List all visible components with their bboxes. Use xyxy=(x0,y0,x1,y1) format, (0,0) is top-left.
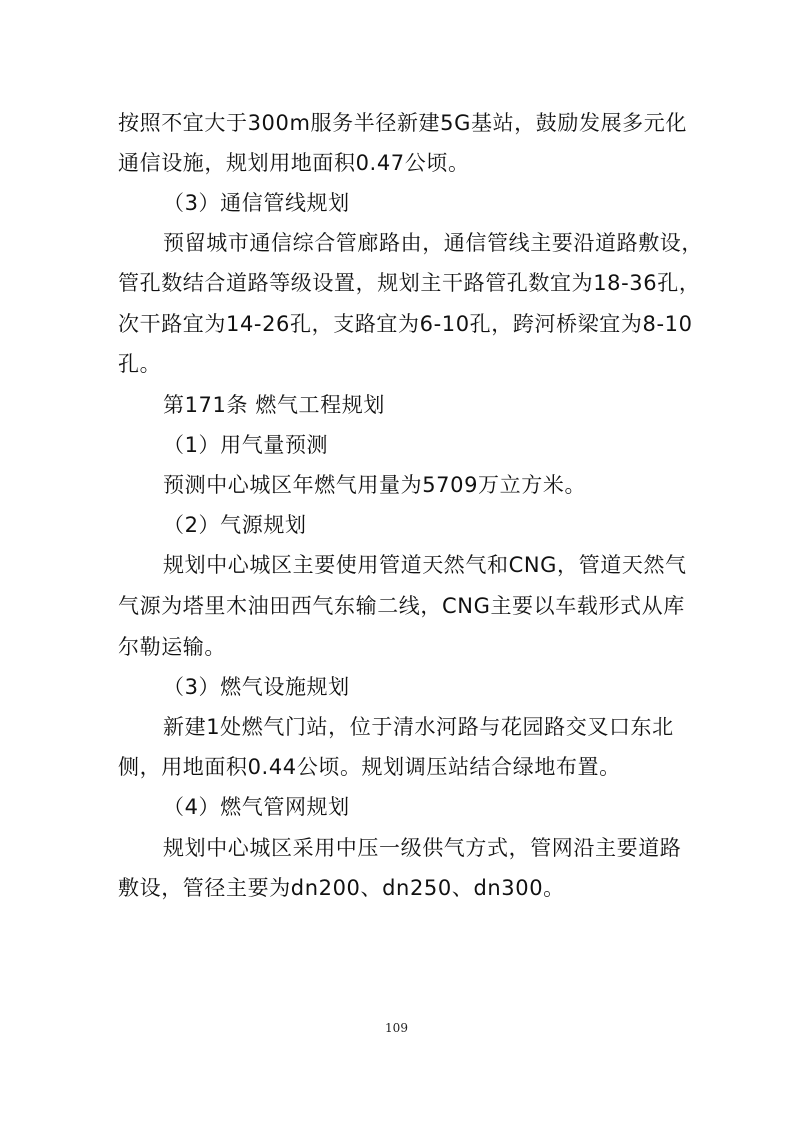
subsection-heading: （3）通信管线规划 xyxy=(163,191,350,215)
body-text-line: 预留城市通信综合管廊路由，通信管线主要沿道路敷设， xyxy=(163,231,703,255)
body-text-line: 按照不宜大于300m服务半径新建5G基站，鼓励发展多元化 xyxy=(118,111,687,135)
body-text-line: 敷设，管径主要为dn200、dn250、dn300。 xyxy=(118,876,565,900)
article-heading: 第171条 燃气工程规划 xyxy=(163,393,385,417)
body-text-line: 预测中心城区年燃气用量为5709万立方米。 xyxy=(163,473,587,497)
subsection-heading: （4）燃气管网规划 xyxy=(163,795,350,819)
body-text-line: 规划中心城区采用中压一级供气方式，管网沿主要道路 xyxy=(163,836,682,860)
subsection-heading: （2）气源规划 xyxy=(163,513,307,537)
subsection-heading: （1）用气量预测 xyxy=(163,433,329,457)
subsection-heading: （3）燃气设施规划 xyxy=(163,675,350,699)
body-text-line: 通信设施，规划用地面积0.47公顷。 xyxy=(118,151,470,175)
body-text-line: 管孔数结合道路等级设置，规划主干路管孔数宜为18-36孔， xyxy=(118,271,701,295)
page-number: 109 xyxy=(385,1021,408,1035)
body-text-line: 气源为塔里木油田西气东输二线，CNG主要以车载形式从库 xyxy=(118,594,685,618)
body-text-line: 规划中心城区主要使用管道天然气和CNG，管道天然气 xyxy=(163,553,687,577)
body-text-line: 新建1处燃气门站，位于清水河路与花园路交叉口东北 xyxy=(163,715,674,739)
body-text-line: 次干路宜为14-26孔，支路宜为6-10孔，跨河桥梁宜为8-10 xyxy=(118,312,693,336)
body-text-line: 孔。 xyxy=(118,352,162,376)
body-text-line: 尔勒运输。 xyxy=(118,635,226,659)
body-text-line: 侧，用地面积0.44公顷。规划调压站结合绿地布置。 xyxy=(118,755,621,779)
